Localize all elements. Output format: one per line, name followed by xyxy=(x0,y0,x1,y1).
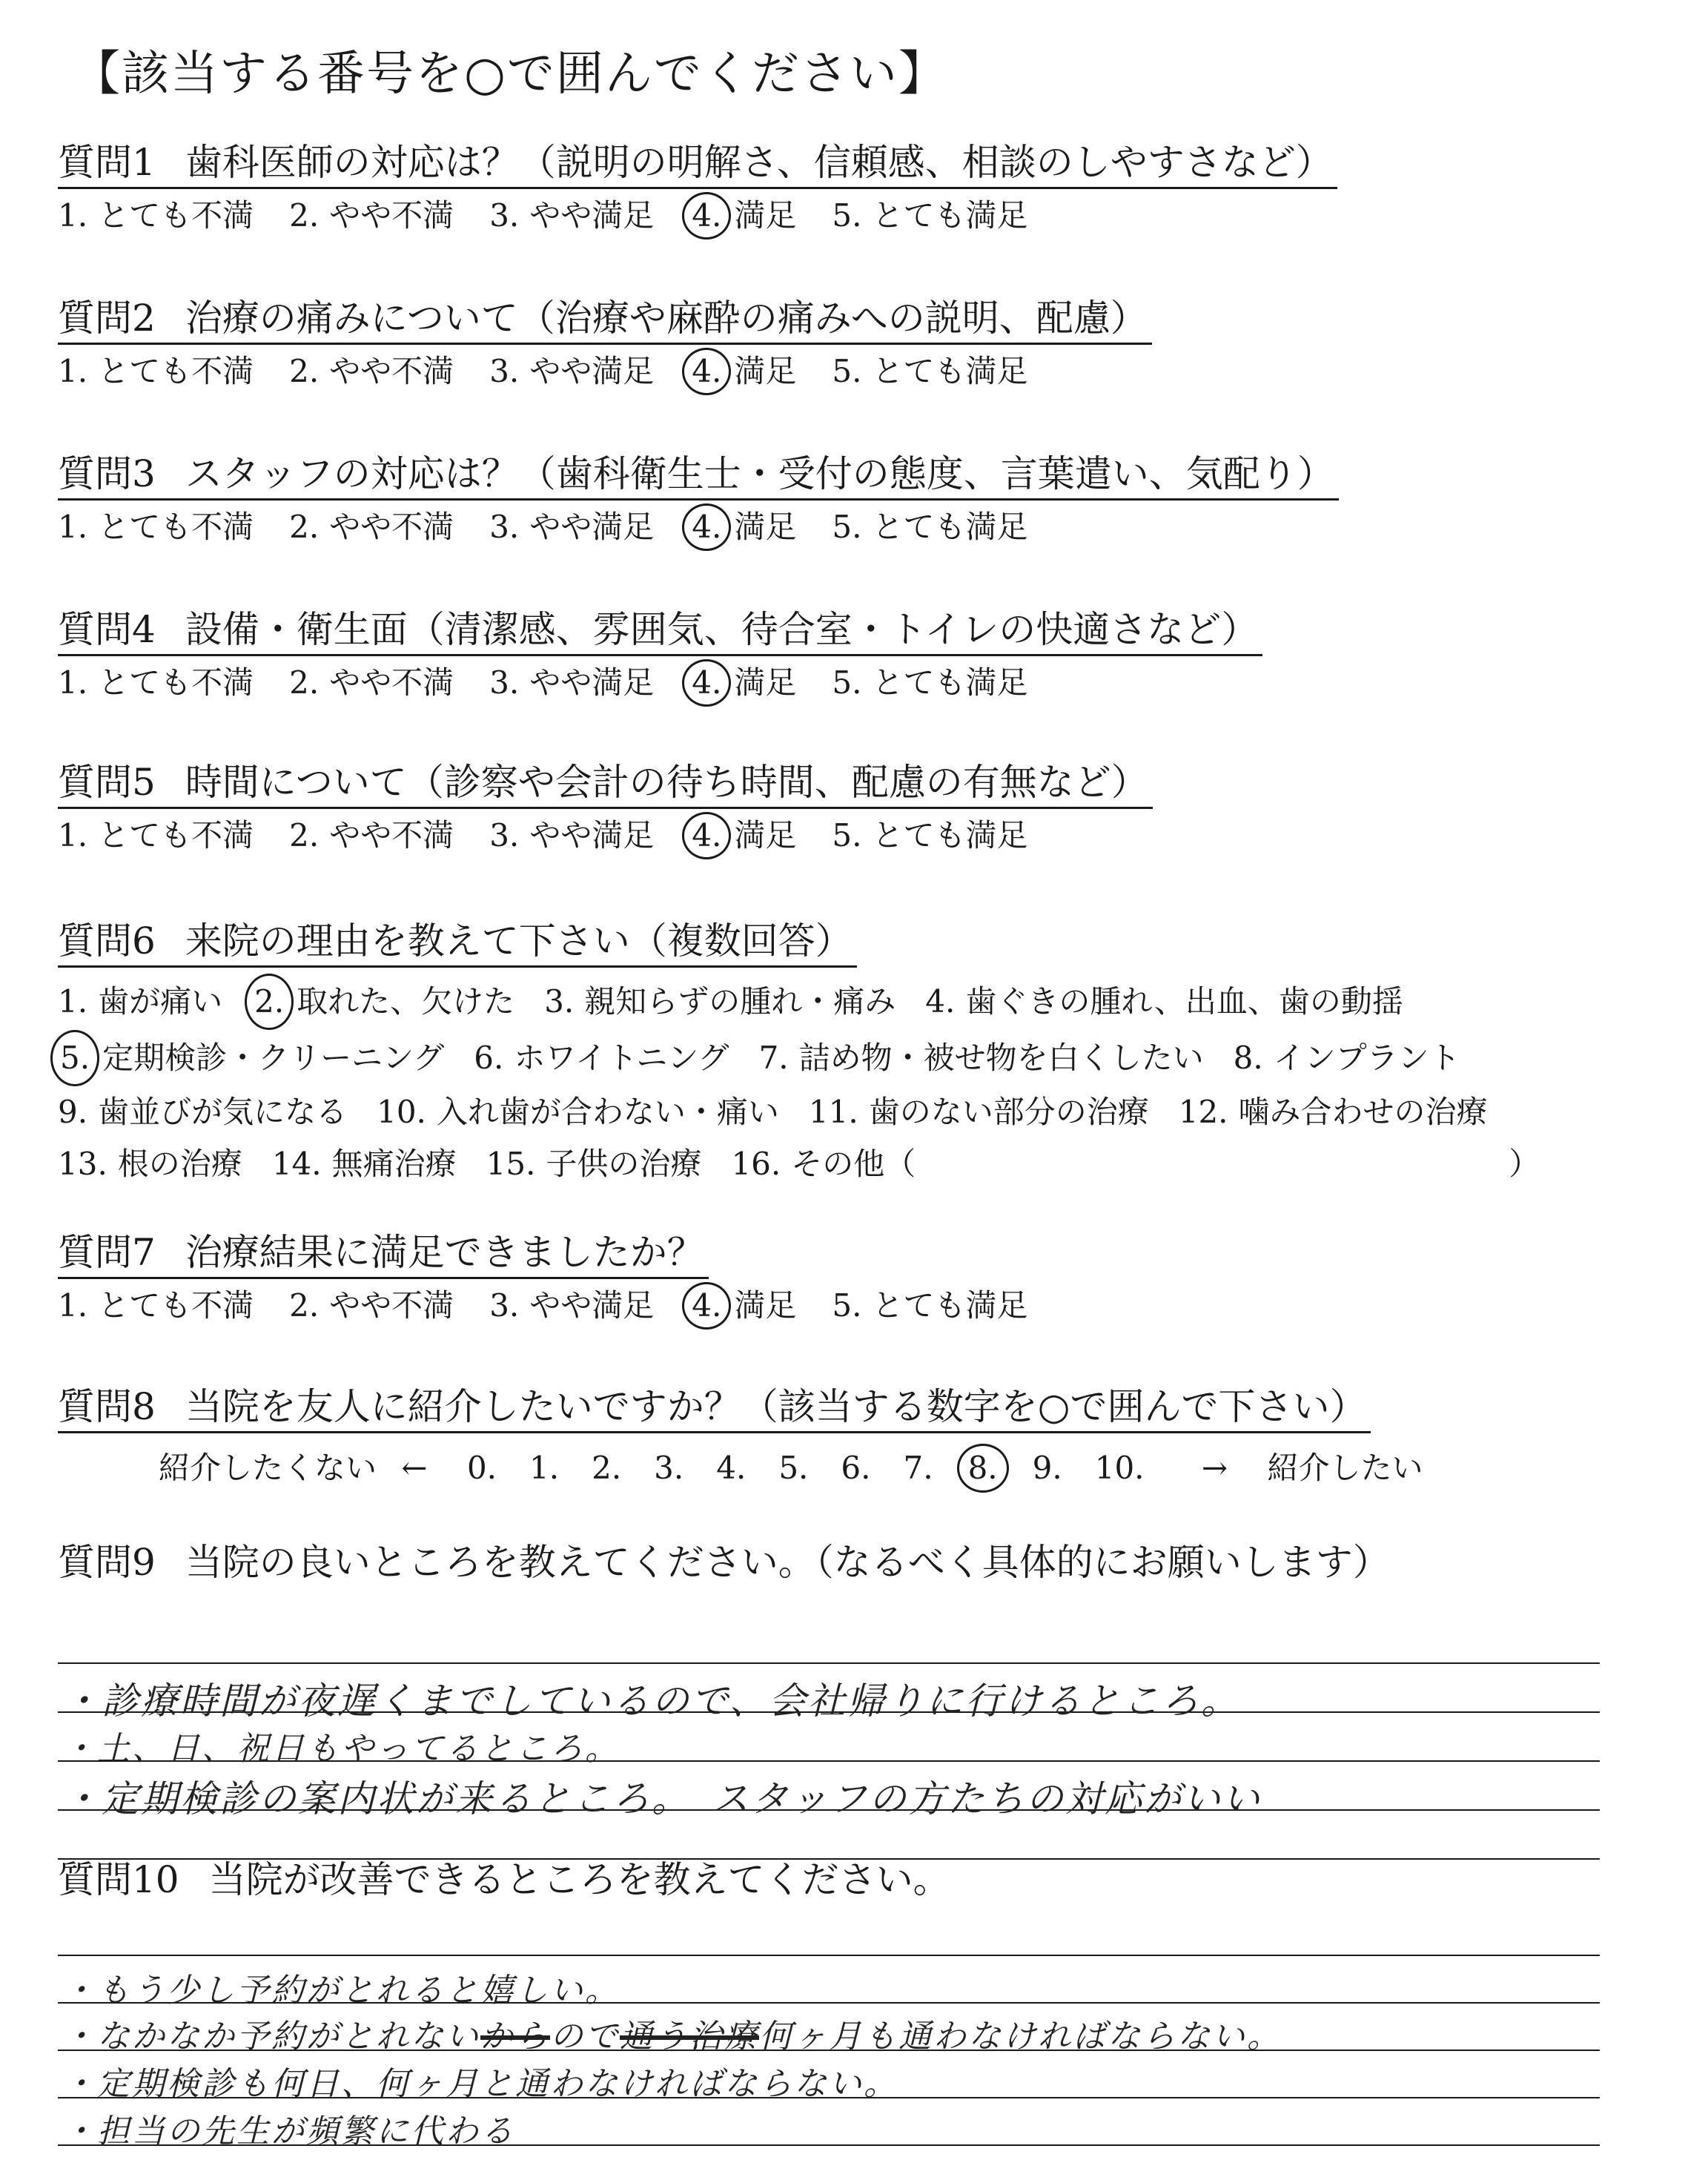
option-label: 子供の治療 xyxy=(546,1146,702,1182)
question-2-heading xyxy=(58,294,1152,345)
option-number: 5. xyxy=(50,1030,99,1086)
option-label: やや満足 xyxy=(529,1287,655,1324)
option-number: 1. xyxy=(58,353,88,389)
question-3-options xyxy=(58,503,1644,551)
scale-left-label: 紹介したくない xyxy=(159,1450,377,1486)
option-label: やや満足 xyxy=(529,664,655,701)
question-5-options xyxy=(58,812,1644,859)
scale-right-label: 紹介したい xyxy=(1267,1450,1423,1486)
reason-option[interactable] xyxy=(925,976,1403,1028)
scale-value[interactable]: 4. xyxy=(716,1450,747,1486)
option-2[interactable] xyxy=(289,194,454,237)
handwritten-answer: ・診療時間が夜遅くまでしているので、会社帰りに行けるところ。 xyxy=(62,1680,1240,1723)
option-label: 無痛治療 xyxy=(331,1146,457,1182)
option-label: 満足 xyxy=(734,1287,797,1324)
question-8-heading xyxy=(58,1382,1371,1433)
question-9-heading xyxy=(58,1538,1394,1587)
option-label: 歯が痛い xyxy=(98,983,223,1020)
option-number: 9. xyxy=(58,1094,88,1130)
option-5[interactable] xyxy=(832,350,1027,393)
other-close-paren: ） xyxy=(1509,1146,1540,1182)
option-4[interactable] xyxy=(689,1282,796,1330)
question-3 xyxy=(58,449,1644,551)
option-label: 取れた、欠けた xyxy=(297,983,515,1020)
option-label: やや不満 xyxy=(329,197,454,234)
option-label: やや満足 xyxy=(529,509,655,545)
option-number: 1. xyxy=(58,817,88,853)
option-1[interactable] xyxy=(58,506,254,549)
option-number: 4. xyxy=(682,1282,731,1330)
option-2[interactable] xyxy=(289,661,454,704)
option-label: やや不満 xyxy=(329,353,454,389)
option-number: 1. xyxy=(58,664,88,701)
reason-option[interactable] xyxy=(1234,1032,1460,1084)
right-arrow-icon: → xyxy=(1201,1450,1228,1486)
question-4-options xyxy=(58,659,1644,707)
option-label: やや満足 xyxy=(529,817,655,853)
option-row xyxy=(58,1030,1644,1086)
option-row xyxy=(58,1138,1644,1190)
answer-fragment: ・なかなか予約がとれない xyxy=(62,2018,480,2055)
option-number: 10. xyxy=(377,1094,426,1130)
scale-value[interactable]: 10. xyxy=(1094,1450,1145,1486)
option-label: 満足 xyxy=(734,509,797,545)
question-9 xyxy=(58,1538,1644,1876)
writing-line xyxy=(58,1662,1600,1664)
option-label: 根の治療 xyxy=(117,1146,242,1182)
handwritten-answer: ・担当の先生が頻繁に代わる xyxy=(62,2113,515,2150)
recommend-scale xyxy=(159,1444,1644,1493)
option-label: とても不満 xyxy=(98,664,254,701)
option-label: 満足 xyxy=(734,664,797,701)
option-4[interactable] xyxy=(689,348,796,395)
question-label: 質問10 xyxy=(58,1858,179,1901)
option-3[interactable] xyxy=(489,506,654,549)
option-label: 歯並びが気になる xyxy=(98,1094,348,1130)
reason-option[interactable] xyxy=(272,1138,457,1190)
struck-out-text: から xyxy=(480,2018,550,2055)
question-2-options xyxy=(58,348,1644,395)
option-number: 2. xyxy=(289,509,320,545)
question-1-heading xyxy=(58,138,1337,189)
option-number: 1. xyxy=(58,509,88,545)
option-label: 歯のない部分の治療 xyxy=(868,1094,1149,1130)
option-number: 7. xyxy=(758,1040,789,1076)
answer-fragment: 何ヶ月も通わなければならない。 xyxy=(759,2018,1282,2055)
option-label: やや満足 xyxy=(529,197,655,234)
scale-numbers xyxy=(467,1444,1177,1493)
option-number: 3. xyxy=(489,1287,520,1324)
option-4[interactable] xyxy=(689,659,796,707)
answer-fragment: ので xyxy=(550,2018,620,2055)
reason-option[interactable] xyxy=(58,1030,444,1086)
option-4[interactable] xyxy=(689,812,796,859)
option-5[interactable] xyxy=(832,1284,1027,1327)
option-5[interactable] xyxy=(832,506,1027,549)
option-label: とても不満 xyxy=(98,353,254,389)
scale-value[interactable]: 9. xyxy=(1032,1450,1062,1486)
option-number: 6. xyxy=(474,1040,504,1076)
option-2[interactable] xyxy=(289,814,454,857)
question-1-options xyxy=(58,192,1644,240)
option-number: 1. xyxy=(58,197,88,234)
option-1[interactable] xyxy=(58,350,254,393)
reason-option[interactable] xyxy=(252,974,514,1030)
option-number: 5. xyxy=(832,664,862,701)
option-number: 5. xyxy=(832,197,862,234)
option-number: 3. xyxy=(489,197,520,234)
option-number: 2. xyxy=(289,197,320,234)
option-label: 親知らずの腫れ・痛み xyxy=(584,983,896,1020)
q9-answer-area xyxy=(58,1594,1600,1876)
scale-value[interactable]: 5. xyxy=(778,1450,809,1486)
option-number: 2. xyxy=(289,1287,320,1324)
option-4[interactable] xyxy=(689,192,796,240)
reason-option[interactable] xyxy=(486,1138,702,1190)
option-number: 3. xyxy=(544,983,575,1020)
option-3[interactable] xyxy=(489,350,654,393)
question-label: 質問1 xyxy=(58,141,156,184)
option-number: 4. xyxy=(925,983,956,1020)
option-2[interactable] xyxy=(289,1284,454,1327)
option-label: とても不満 xyxy=(98,509,254,545)
option-number: 4. xyxy=(682,659,731,707)
option-label: インプラント xyxy=(1273,1040,1460,1076)
handwritten-answer: ・定期検診の案内状が来るところ。 スタッフの方たちの対応がいい xyxy=(62,1777,1262,1820)
option-label: とても満足 xyxy=(872,817,1028,853)
left-arrow-icon: ← xyxy=(401,1450,428,1486)
option-number: 5. xyxy=(832,817,862,853)
option-number: 13. xyxy=(58,1146,107,1182)
option-1[interactable] xyxy=(58,814,254,857)
option-3[interactable] xyxy=(489,661,654,704)
option-label: 詰め物・被せ物を白くしたい xyxy=(798,1040,1204,1076)
question-7 xyxy=(58,1228,1644,1330)
question-5-heading xyxy=(58,758,1153,809)
option-label: やや不満 xyxy=(329,817,454,853)
option-number: 5. xyxy=(832,1287,862,1324)
option-label: 満足 xyxy=(734,197,797,234)
option-number: 2. xyxy=(289,817,320,853)
option-number: 14. xyxy=(271,1146,322,1182)
option-label: とても満足 xyxy=(872,353,1028,389)
question-8 xyxy=(58,1382,1644,1493)
option-number: 3. xyxy=(489,509,520,545)
option-row xyxy=(58,974,1644,1030)
option-1[interactable] xyxy=(58,1284,254,1327)
question-text: 治療の痛みについて（治療や麻酔の痛みへの説明、配慮） xyxy=(185,297,1148,340)
option-number: 5. xyxy=(832,509,862,545)
option-label: 定期検診・クリーニング xyxy=(102,1040,445,1076)
option-number: 4. xyxy=(682,503,731,551)
question-label: 質問5 xyxy=(58,761,156,804)
q10-answer-area xyxy=(58,1912,1600,2156)
option-2[interactable] xyxy=(289,350,454,393)
struck-out-text: 通う治療 xyxy=(620,2018,759,2055)
option-number: 4. xyxy=(682,812,731,859)
scale-value[interactable]: 7. xyxy=(903,1450,933,1486)
option-label: とても満足 xyxy=(872,1287,1028,1324)
option-label: やや不満 xyxy=(329,664,454,701)
question-6-heading xyxy=(58,916,857,968)
option-label: とても満足 xyxy=(872,509,1028,545)
question-label: 質問2 xyxy=(58,297,156,340)
question-label: 質問8 xyxy=(58,1385,156,1428)
writing-line xyxy=(58,1955,1600,1956)
option-number: 1. xyxy=(58,983,88,1020)
question-text: 当院の良いところを教えてください。（なるべく具体的にお願いします） xyxy=(185,1541,1390,1584)
option-5[interactable] xyxy=(832,194,1027,237)
option-row xyxy=(58,1086,1644,1138)
option-label: やや不満 xyxy=(329,1287,454,1324)
option-1[interactable] xyxy=(58,194,254,237)
question-text: 当院が改善できるところを教えてください。 xyxy=(208,1858,950,1901)
scale-value[interactable]: 2. xyxy=(592,1450,622,1486)
option-3[interactable] xyxy=(489,814,654,857)
question-6 xyxy=(58,916,1644,1190)
option-number: 2. xyxy=(245,974,294,1030)
reason-option[interactable] xyxy=(474,1032,729,1084)
option-label: 歯ぐきの腫れ、出血、歯の動揺 xyxy=(965,983,1403,1020)
question-4-heading xyxy=(58,605,1262,656)
option-label: とても満足 xyxy=(872,197,1028,234)
question-text: 治療結果に満足できましたか？ xyxy=(185,1231,704,1274)
question-5 xyxy=(58,758,1644,859)
option-number: 4. xyxy=(682,348,731,395)
handwritten-answer xyxy=(62,2009,1282,2057)
form-title: 【該当する番号を○で囲んでください】 xyxy=(73,47,947,102)
option-4[interactable] xyxy=(689,503,796,551)
option-2[interactable] xyxy=(289,506,454,549)
question-2 xyxy=(58,294,1644,395)
option-number: 2. xyxy=(289,353,320,389)
question-label: 質問6 xyxy=(58,919,156,962)
option-5[interactable] xyxy=(832,661,1027,704)
reason-option[interactable] xyxy=(377,1086,779,1138)
option-label: とても不満 xyxy=(98,197,254,234)
scale-value[interactable]: 1. xyxy=(529,1450,560,1486)
option-label: 入れ歯が合わない・痛い xyxy=(436,1094,779,1130)
option-label: とても不満 xyxy=(98,1287,254,1324)
option-number: 1. xyxy=(58,1287,88,1324)
option-label: その他（ xyxy=(791,1146,916,1182)
question-1 xyxy=(58,138,1644,240)
option-number: 4. xyxy=(682,192,731,240)
option-label: ホワイトニング xyxy=(514,1040,729,1076)
reason-option[interactable] xyxy=(731,1138,916,1190)
option-number: 5. xyxy=(832,353,862,389)
option-number: 16. xyxy=(731,1146,781,1182)
option-label: とても不満 xyxy=(98,817,254,853)
reason-option[interactable] xyxy=(58,976,222,1028)
handwritten-answer: ・定期検診も何日、何ヶ月と通わなければならない。 xyxy=(62,2065,898,2103)
handwritten-answer: ・もう少し予約がとれると嬉しい。 xyxy=(62,1972,620,2009)
scale-value[interactable]: 3. xyxy=(654,1450,684,1486)
reason-option[interactable] xyxy=(809,1086,1149,1138)
option-number: 12. xyxy=(1178,1094,1228,1130)
question-text: 歯科医師の対応は？（説明の明解さ、信頼感、相談のしやすさなど） xyxy=(185,141,1333,184)
question-text: 来院の理由を教えて下さい（複数回答） xyxy=(185,919,853,962)
question-7-options xyxy=(58,1282,1644,1330)
option-number: 8. xyxy=(1233,1040,1263,1076)
question-10 xyxy=(58,1855,1644,2156)
scale-value[interactable]: 6. xyxy=(841,1450,871,1486)
option-1[interactable] xyxy=(58,661,254,704)
question-text: 時間について（診察や会計の待ち時間、配慮の有無など） xyxy=(185,761,1148,804)
question-text: スタッフの対応は？（歯科衛生士・受付の態度、言葉遣い、気配り） xyxy=(185,452,1334,495)
option-number: 3. xyxy=(489,664,520,701)
question-10-heading xyxy=(58,1855,955,1904)
option-label: やや不満 xyxy=(329,509,454,545)
option-3[interactable] xyxy=(489,194,654,237)
handwritten-answer: ・土、日、祝日もやってるところ。 xyxy=(62,1730,620,1768)
reason-option[interactable] xyxy=(759,1032,1204,1084)
option-label: やや満足 xyxy=(529,353,655,389)
question-3-heading xyxy=(58,449,1339,501)
option-number: 3. xyxy=(489,817,520,853)
option-number: 2. xyxy=(289,664,320,701)
option-label: 噛み合わせの治療 xyxy=(1238,1094,1488,1130)
question-label: 質問3 xyxy=(58,452,156,495)
question-7-heading xyxy=(58,1228,709,1279)
option-number: 3. xyxy=(489,353,520,389)
option-label: とても満足 xyxy=(872,664,1028,701)
option-3[interactable] xyxy=(489,1284,654,1327)
reason-option[interactable] xyxy=(544,976,896,1028)
question-label: 質問9 xyxy=(58,1541,156,1584)
option-number: 15. xyxy=(486,1146,536,1182)
option-5[interactable] xyxy=(832,814,1027,857)
question-6-options xyxy=(58,974,1644,1190)
scale-value[interactable]: 0. xyxy=(466,1450,497,1486)
scale-value[interactable]: 8. xyxy=(957,1444,1009,1493)
option-number: 11. xyxy=(808,1094,858,1130)
reason-option[interactable] xyxy=(1179,1086,1488,1138)
question-label: 質問4 xyxy=(58,608,156,651)
option-label: 満足 xyxy=(734,817,797,853)
question-label: 質問7 xyxy=(58,1231,156,1274)
reason-option[interactable] xyxy=(58,1138,242,1190)
question-text: 当院を友人に紹介したいですか？（該当する数字を○で囲んで下さい） xyxy=(185,1385,1367,1428)
option-label: 満足 xyxy=(734,353,797,389)
question-text: 設備・衛生面（清潔感、雰囲気、待合室・トイレの快適さなど） xyxy=(185,608,1259,651)
question-4 xyxy=(58,605,1644,707)
reason-option[interactable] xyxy=(58,1086,347,1138)
